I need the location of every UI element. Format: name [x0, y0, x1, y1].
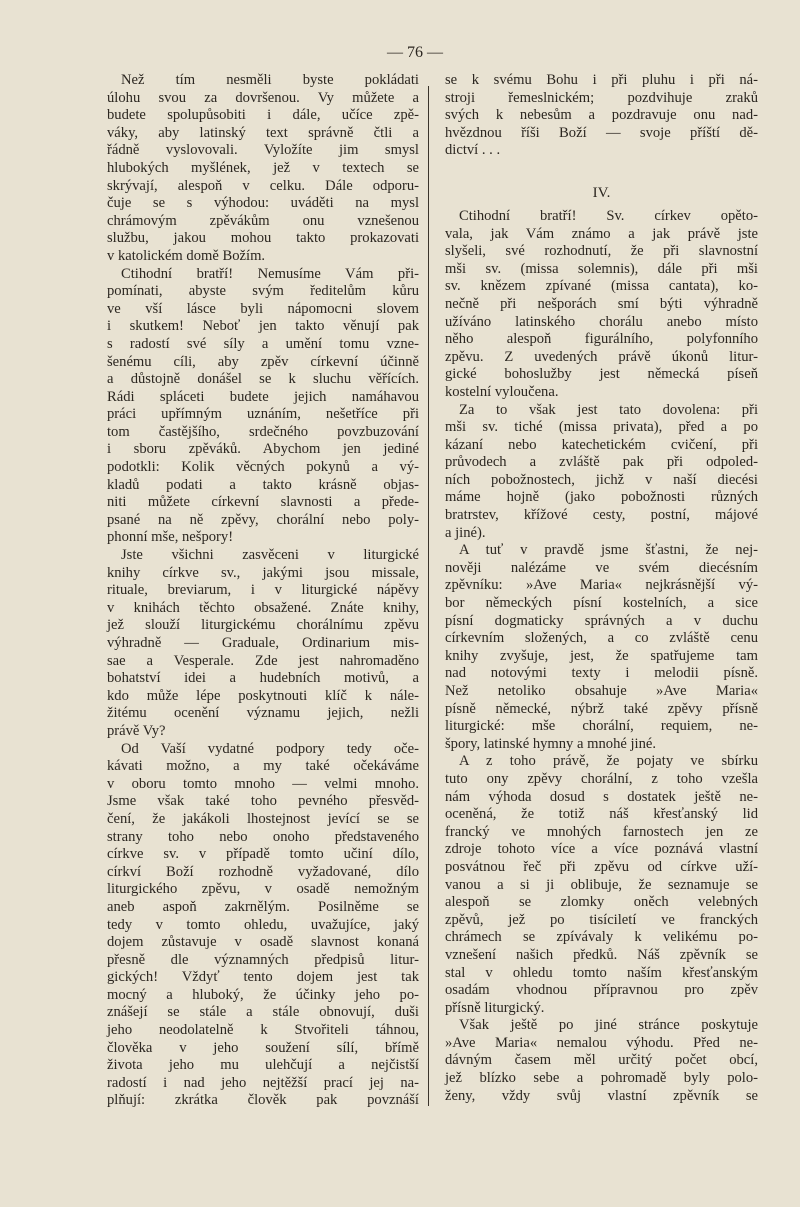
- text-line: vala, jak Vám známo a jak právě jste: [445, 225, 758, 242]
- text-line: rituale, breviarum, i v liturgické nápěvy: [107, 582, 419, 599]
- text-line: bor německých písní kostelních, a sice: [445, 595, 758, 612]
- text-line: pomínati, abyste svým ředitelům kůru: [107, 283, 419, 300]
- text-line: psané na ně zpěvy, chorální nebo poly-: [107, 511, 419, 528]
- text-line: kávati možno, a my také očekáváme: [107, 758, 419, 775]
- text-line: chrámovým zpěvákům onu vznešenou: [107, 212, 419, 229]
- text-line: zpěvníku: »Ave Maria« nejkrásnější vý-: [445, 577, 758, 594]
- text-line: se k svému Bohu i při pluhu i při ná-: [445, 72, 758, 88]
- text-line: francký ve mnohých farnostech jen ze: [445, 823, 758, 840]
- paragraph: [445, 72, 758, 160]
- text-line: stroji řemeslnickém; pozdvihuje zraků: [445, 89, 758, 106]
- text-line: hvězdnou říši Boží — svoje příští dě-: [445, 124, 758, 141]
- paragraph: [107, 547, 419, 741]
- text-line: phonní mše, nešpory!: [107, 529, 234, 546]
- text-line: Jste všichni zasvěceni v liturgické: [121, 547, 419, 564]
- text-line: nečně při nešporách smí býti výhradně: [445, 295, 758, 312]
- text-line: knihy zvyšuje, jest, že spatřujeme tam: [445, 647, 758, 664]
- text-line: svých k nebesům a pozdravuje onu nad-: [445, 107, 758, 124]
- text-line: špory, latinské hymny a mnohé jiné.: [445, 735, 657, 752]
- text-line: jež blízko sebe a pohromadě byly polo-: [445, 1070, 758, 1087]
- text-line: váky, aby latinský text správně čtli a: [107, 124, 419, 141]
- text-line: vznešení našich předků. Náš zpěvník se: [445, 946, 758, 963]
- paragraph: [445, 542, 758, 753]
- text-line: nám výhoda dosud s dostatek ještě ne-: [445, 788, 758, 805]
- text-line: v knihách těchto obsažené. Znáte knihy,: [107, 599, 419, 616]
- text-line: Rádi spláceti budete jejich namáhavou: [107, 388, 419, 405]
- right-column: [445, 72, 758, 1105]
- paragraph: [445, 208, 758, 402]
- text-line: písně německé, nýbrž také zpěvy přísně: [445, 700, 758, 717]
- text-line: budete spolupůsobiti i dále, učíce zpě-: [107, 107, 419, 124]
- text-line: A tuť v pravdě jsme šťastni, že nej-: [459, 542, 758, 559]
- text-line: sae a Vesperale. Zde jest nahromaděno: [107, 652, 419, 669]
- text-line: hlubokých myšlének, jež v textech se: [107, 159, 419, 176]
- text-line: bohatství idei a hudebních motivů, a: [107, 670, 419, 687]
- text-line: dávným časem měl určitý počet obcí,: [445, 1052, 758, 1069]
- text-line: máme hojně (jako pobožnosti různých: [445, 489, 758, 506]
- text-line: chrámech se zpívávaly k velikému po-: [445, 929, 758, 946]
- text-line: Od Vaší vydatné podpory tedy oče-: [121, 740, 419, 757]
- text-line: i sboru zpěváků. Abychom jen jediné: [107, 441, 419, 458]
- text-line: zpěvů, jež po tisíciletí ve franckých: [445, 911, 758, 928]
- text-line: církve sv. v případě tomto učiní dílo,: [107, 846, 419, 863]
- paragraph: [107, 72, 419, 266]
- text-line: úlohu svou za dovršenou. Vy můžete a: [107, 89, 419, 106]
- text-line: tedy v tomto ohledu, uvažujíce, jaký: [107, 916, 419, 933]
- text-line: nad notovými texty i melodii písně.: [445, 665, 758, 682]
- paragraph: [107, 741, 419, 1110]
- text-line: slyšeli, své rozhodnutí, že při slavnostní: [445, 243, 758, 260]
- text-line: kázaní nebo katechetickém cvičení, při: [445, 436, 758, 453]
- text-line: řádně vyslovovali. Vyložíte jim smysl: [107, 142, 419, 159]
- text-line: čuje se s výhodou: uváděti na mysl: [107, 195, 419, 212]
- text-line: knihy církve sv., jakými jsou missale,: [107, 564, 419, 581]
- section-heading: IV.: [592, 184, 611, 201]
- text-line: liturgické: mše chorální, requiem, ne-: [445, 718, 758, 735]
- text-line: službu, jakou mohou takto prokazovati: [107, 230, 419, 247]
- text-line: práci upřímným uznáním, nešetříce při: [107, 406, 419, 423]
- text-line: a důstojně donášel se k sluchu věřících.: [107, 371, 419, 388]
- text-line: mši sv. (missa solemnis), dále při mši: [445, 260, 758, 277]
- text-line: ve vší lásce byli nápomocni slovem: [107, 300, 419, 317]
- text-line: čení, že jakákoli lhostejnost jevící se se: [107, 810, 419, 827]
- text-line: právě Vy?: [107, 722, 166, 739]
- text-line: aneb aspoň zakrnělým. Posilněme se: [107, 898, 419, 915]
- text-line: v katolickém domě Božím.: [107, 247, 266, 264]
- text-line: kostelní vyloučena.: [445, 383, 559, 400]
- text-line: znášejí se stále a stále obnovují, duši: [107, 1004, 419, 1021]
- text-line: církevním složených, a co zvláště cenu: [445, 630, 758, 647]
- text-line: bratrstev, křížové cesty, postní, májové: [445, 507, 758, 524]
- text-line: Za to však jest tato dovolena: při: [459, 401, 758, 418]
- text-line: něho alespoň figurálního, polyfonního: [445, 331, 758, 348]
- paragraph: [107, 266, 419, 548]
- page-number: — 76 —: [387, 44, 443, 61]
- text-line: A z toho právě, že pojaty ve sbírku: [459, 753, 758, 770]
- text-line: kdo může lépe poskytnouti klíč k nále-: [107, 687, 419, 704]
- text-line: písní dogmaticky správných a v duchu: [445, 612, 758, 629]
- text-line: a jiné).: [445, 524, 486, 541]
- text-line: Ctihodní bratří! Nemusíme Vám při-: [121, 265, 419, 282]
- text-line: výhradně — Graduale, Ordinarium mis-: [107, 635, 419, 651]
- text-line: zpěvu. Z uvedených právě úkonů litur-: [445, 348, 758, 365]
- text-line: plňují: zkrátka člověk pak povznáší: [107, 1092, 419, 1109]
- text-line: užíváno latinského chorálu anebo místo: [445, 313, 758, 330]
- left-column: [107, 72, 419, 1110]
- text-line: průvodech a zvláště pak při odpoled-: [445, 454, 758, 471]
- text-line: dictví . . .: [445, 142, 501, 159]
- text-line: strany toho nebo onoho představeného: [107, 828, 419, 845]
- text-line: člověka v jeho soužení sílí, břímě: [107, 1039, 419, 1056]
- text-line: podotkli: Kolik věcných pokynů a vý-: [107, 459, 419, 476]
- text-line: jež slouží liturgickému chorálnímu zpěvu: [107, 617, 419, 634]
- text-line: skrývají, alespoň v celku. Dále odporu-: [107, 177, 419, 194]
- text-line: stal v ohledu tomto naším křesťanským: [445, 964, 758, 981]
- text-line: přísně liturgický.: [445, 999, 545, 1016]
- text-line: ženy, vždy svůj vlastní zpěvník se: [445, 1087, 758, 1104]
- text-line: radostí i nad jeho nejtěžší prací jej na-: [107, 1074, 419, 1091]
- text-line: alespoň se zlomky oněch velebných: [445, 894, 758, 911]
- text-line: Jsme však také toho pevného přesvěd-: [107, 793, 419, 810]
- paragraph: [445, 1017, 758, 1105]
- text-line: vanou a si ji oblibuje, že seznamuje se: [445, 876, 758, 893]
- text-line: mši sv. tiché (missa privata), před a po: [445, 419, 758, 436]
- text-line: mocný a hluboký, že účinky jeho po-: [107, 986, 419, 1003]
- text-line: posvátnou řeč při zpěvu od církve uží-: [445, 858, 758, 875]
- paragraph: [445, 402, 758, 543]
- text-line: nověji nalézáme ve svém diecésním: [445, 559, 758, 576]
- text-line: liturgického zpěvu, v osadě nemožným: [107, 881, 419, 898]
- text-line: i skutkem! Neboť jen takto věnují pak: [107, 318, 419, 335]
- continued-paragraph: [445, 72, 758, 160]
- text-line: v oboru tomto mnoho — velmi mnoho.: [107, 775, 419, 792]
- text-line: jeho neodolatelně k Stvořiteli táhnou,: [107, 1022, 419, 1039]
- paragraph: [445, 753, 758, 1017]
- text-line: zdroje tohoto více a více poznává vlastní: [445, 841, 758, 858]
- text-line: žitému ocenění významu jejich, nežli: [107, 705, 419, 722]
- text-line: kladů podati a takto krásně objas-: [107, 476, 419, 493]
- column-divider: [428, 86, 429, 1106]
- text-line: Než tím nesměli byste pokládati: [121, 72, 419, 88]
- text-line: niti můžete církevní slavnosti a přede-: [107, 494, 419, 511]
- text-line: oceněná, že totiž náš křesťanský lid: [445, 806, 758, 823]
- text-line: církví Boží rozhodně vyžadované, dílo: [107, 863, 419, 880]
- text-line: gické bohoslužby jest německá píseň: [445, 366, 758, 383]
- text-line: šenému cíli, aby zpěv církevní účinně: [107, 353, 419, 370]
- text-line: tuto ony zpěvy chorální, z toho vzešla: [445, 770, 758, 787]
- text-line: ních pobožnostech, jichž v naší diecési: [445, 471, 758, 488]
- text-line: přesně dle významných předpisů litur-: [107, 951, 419, 968]
- text-line: s radostí své síly a umění tomu vzne-: [107, 335, 419, 352]
- text-line: gických! Vždyť tento dojem jest tak: [107, 969, 419, 986]
- section-body: [445, 208, 758, 1105]
- text-line: Ctihodní bratří! Sv. církev opěto-: [459, 207, 758, 224]
- text-line: Než netoliko obsahuje »Ave Maria«: [445, 683, 758, 699]
- text-line: »Ave Maria« nemalou výhodu. Před ne-: [445, 1034, 758, 1051]
- text-line: života jeho mu ulehčují a nejčistší: [107, 1057, 419, 1074]
- text-line: sv. knězem zpívané (missa cantata), ko-: [445, 278, 758, 295]
- text-line: Však ještě po jiné stránce poskytuje: [459, 1017, 758, 1034]
- text-line: osadám vhodnou přípravnou pro zpěv: [445, 982, 758, 999]
- text-line: tom častějšího, srdečného povzbuzování: [107, 423, 419, 440]
- text-line: dojem zůstavuje v osadě slavnost konaná: [107, 934, 419, 951]
